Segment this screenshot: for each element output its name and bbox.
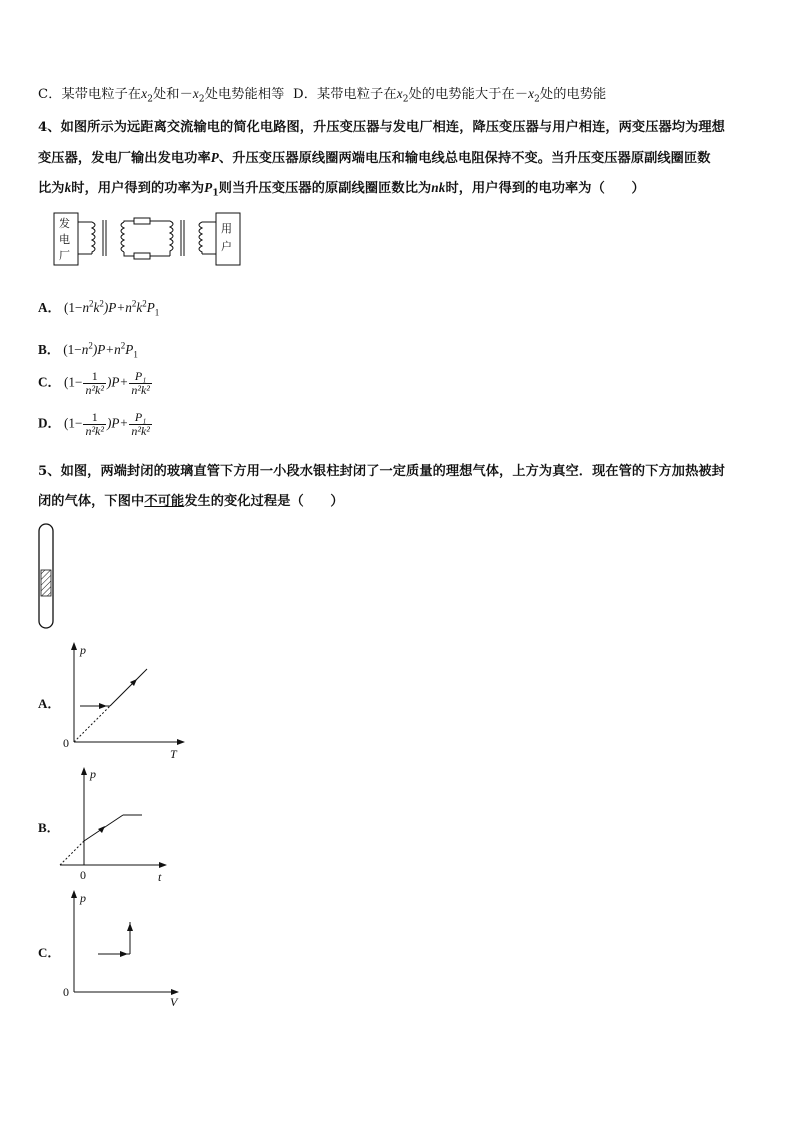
user-label-1: 用 bbox=[221, 222, 232, 235]
step-down-primary-coil bbox=[170, 221, 173, 256]
q4-option-b[interactable]: B． $(1-n^2)P+n^2P_1$ bbox=[38, 340, 138, 360]
step-up-primary-coil bbox=[92, 222, 95, 254]
q4-line2: 变压器，发电厂输出发电功率P、升压变压器原线圈两端电压和输电线总电阻保持不变。当升压变压器原副线圈匝数 bbox=[38, 150, 711, 166]
step-down-secondary-coil bbox=[199, 222, 202, 254]
graph-a-label[interactable]: A． bbox=[38, 696, 61, 711]
q4-option-c[interactable]: C． (1− $\frac{1}{\text{n²k²}}$ )P+ $\frac{\text{P₁}}{\text{n²k²}}$ bbox=[38, 369, 150, 397]
user-box bbox=[216, 213, 240, 265]
graph-b-origin: 0 bbox=[80, 868, 86, 882]
q4-option-a[interactable]: A． $(1-n^2k^2)P+n^2k^2P_1$ bbox=[38, 298, 160, 318]
q5-line2: 闭的气体，下图中不可能发生的变化过程是（ ） bbox=[38, 494, 344, 509]
line-resistor-top bbox=[134, 218, 150, 224]
q5-number: 5、 bbox=[38, 464, 61, 479]
graph-a-origin: 0 bbox=[63, 736, 69, 750]
q4-line3: 比为k时，用户得到的功率为$P_1$则当升压变压器的原副线圈匝数比为nk时，用户得到的电功率为（ ） bbox=[38, 180, 645, 199]
power-plant-label-3: 厂 bbox=[59, 249, 70, 262]
graph-c-label[interactable]: C． bbox=[38, 945, 61, 960]
graph-c-y-label: p bbox=[80, 891, 86, 905]
q4-number: 4、 bbox=[38, 120, 61, 135]
graph-a-pT bbox=[58, 640, 188, 762]
underlined-impossible: 不可能 bbox=[144, 494, 185, 509]
q4-option-d[interactable]: D． (1− $\frac{1}{\text{n²k²}}$ )P+ $\frac{\text{P₁}}{\text{n²k²}}$ bbox=[38, 410, 150, 438]
power-plant-label-1: 发 bbox=[59, 217, 70, 230]
graph-b-pt bbox=[58, 765, 178, 887]
glass-tube-figure bbox=[36, 522, 60, 632]
power-plant-label-2: 电 bbox=[59, 233, 70, 246]
graph-c-x-label: V bbox=[170, 995, 178, 1008]
mercury-column bbox=[41, 570, 51, 596]
graph-a-y-label: p bbox=[80, 643, 86, 657]
step-up-secondary-coil bbox=[121, 222, 124, 252]
option-c-label: C． bbox=[38, 87, 62, 102]
user-label-2: 户 bbox=[221, 240, 232, 253]
graph-b-y-label: p bbox=[90, 767, 96, 781]
previous-question-options-cd: C．某带电粒子在$x_2$处和$-x_2$处电势能相等 D．某带电粒子在$x_2$处的电势能大于在$-x_2$处的电势能 bbox=[38, 86, 607, 105]
option-d-label: D． bbox=[293, 87, 317, 102]
graph-b-label[interactable]: B． bbox=[38, 820, 60, 835]
line-resistor-bottom bbox=[134, 253, 150, 259]
graph-c-pV bbox=[58, 886, 188, 1008]
transmission-circuit-figure bbox=[52, 210, 252, 270]
graph-c-origin: 0 bbox=[63, 985, 69, 999]
graph-b-x-label: t bbox=[158, 870, 162, 884]
graph-a-isochoric-segment bbox=[110, 669, 147, 706]
graph-a-x-label: T bbox=[170, 747, 177, 761]
q4-line1: 4、如图所示为远距离交流输电的简化电路图，升压变压器与发电厂相连，降压变压器与用户相连，两变压器均为理想 bbox=[38, 120, 725, 135]
q5-line1: 5、如图，两端封闭的玻璃直管下方用一小段水银柱封闭了一定质量的理想气体，上方为真空．现在管的下方加热被封 bbox=[38, 464, 725, 479]
